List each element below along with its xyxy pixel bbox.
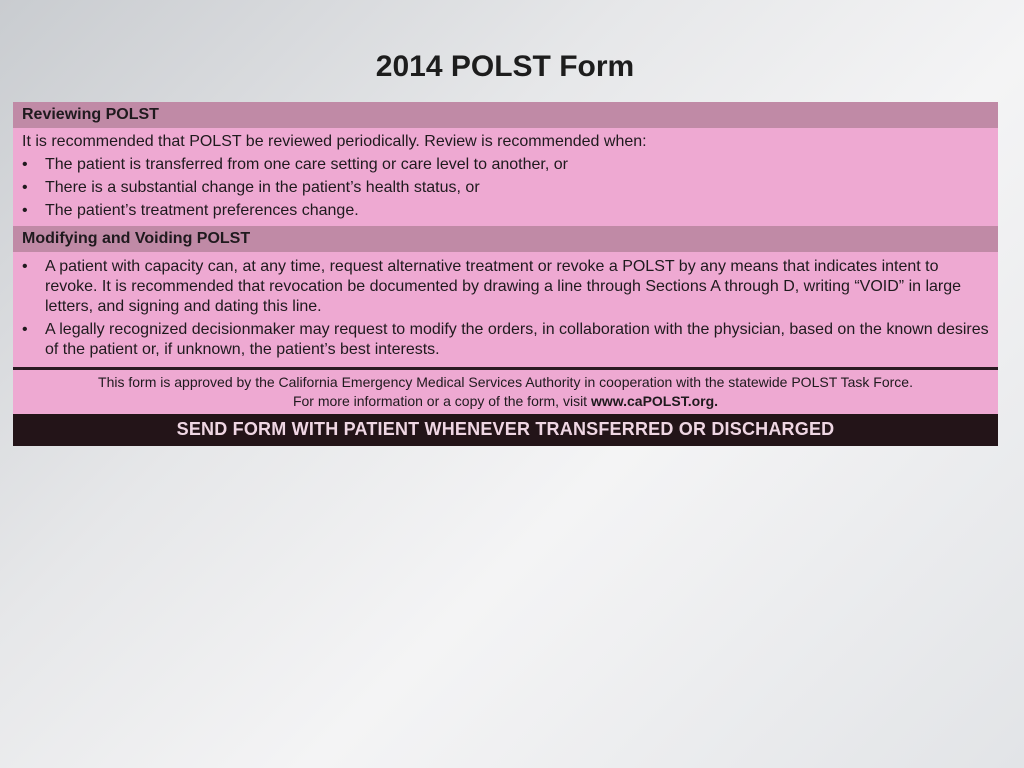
bullet-icon: •: [22, 202, 28, 219]
bullet-icon: •: [22, 321, 28, 338]
list-item-text: A patient with capacity can, at any time, request alternative treatment or revoke a POLST by any means that indicates intent to revoke. It is recommended that revocation be documented by drawing a line through Sections A through D, writing “VOID” in large letters, and signing and dating this line.: [45, 258, 962, 315]
list-item: [22, 176, 989, 199]
reviewing-header: Reviewing POLST: [13, 102, 998, 128]
list-item: [22, 257, 989, 317]
approval-note: [13, 367, 998, 414]
list-item-text: A legally recognized decisionmaker may request to modify the orders, in collaboration with the physician, based on the known desires of the patient or, if unknown, the patient’s best interests.: [45, 321, 989, 358]
info-line: [13, 392, 998, 411]
list-item: [22, 199, 989, 222]
bullet-icon: •: [22, 179, 28, 196]
modifying-bullet-list: [22, 257, 989, 360]
reviewing-bullet-list: [22, 153, 989, 222]
approval-line: This form is approved by the California Emergency Medical Services Authority in cooperation with the statewide POLST Task Force.: [98, 374, 913, 390]
info-line-text: For more information or a copy of the form, visit: [292, 393, 591, 409]
send-form-banner: SEND FORM WITH PATIENT WHENEVER TRANSFERRED OR DISCHARGED: [13, 414, 998, 446]
modifying-header: Modifying and Voiding POLST: [13, 226, 998, 252]
polst-form-excerpt: [13, 102, 998, 446]
list-item: [22, 153, 989, 176]
list-item-text: The patient is transferred from one care setting or care level to another, or: [45, 156, 568, 173]
list-item: [22, 320, 989, 360]
reviewing-body: [13, 128, 998, 226]
reviewing-intro: It is recommended that POLST be reviewed periodically. Review is recommended when:: [22, 133, 647, 150]
bullet-icon: •: [22, 156, 28, 173]
list-item-text: There is a substantial change in the patient’s health status, or: [45, 179, 480, 196]
website-url: www.caPOLST.org.: [590, 393, 719, 409]
slide-title: 2014 POLST Form: [375, 50, 635, 83]
modifying-body: [13, 252, 998, 367]
bullet-icon: •: [22, 258, 28, 275]
list-item-text: The patient’s treatment preferences change.: [45, 202, 359, 219]
